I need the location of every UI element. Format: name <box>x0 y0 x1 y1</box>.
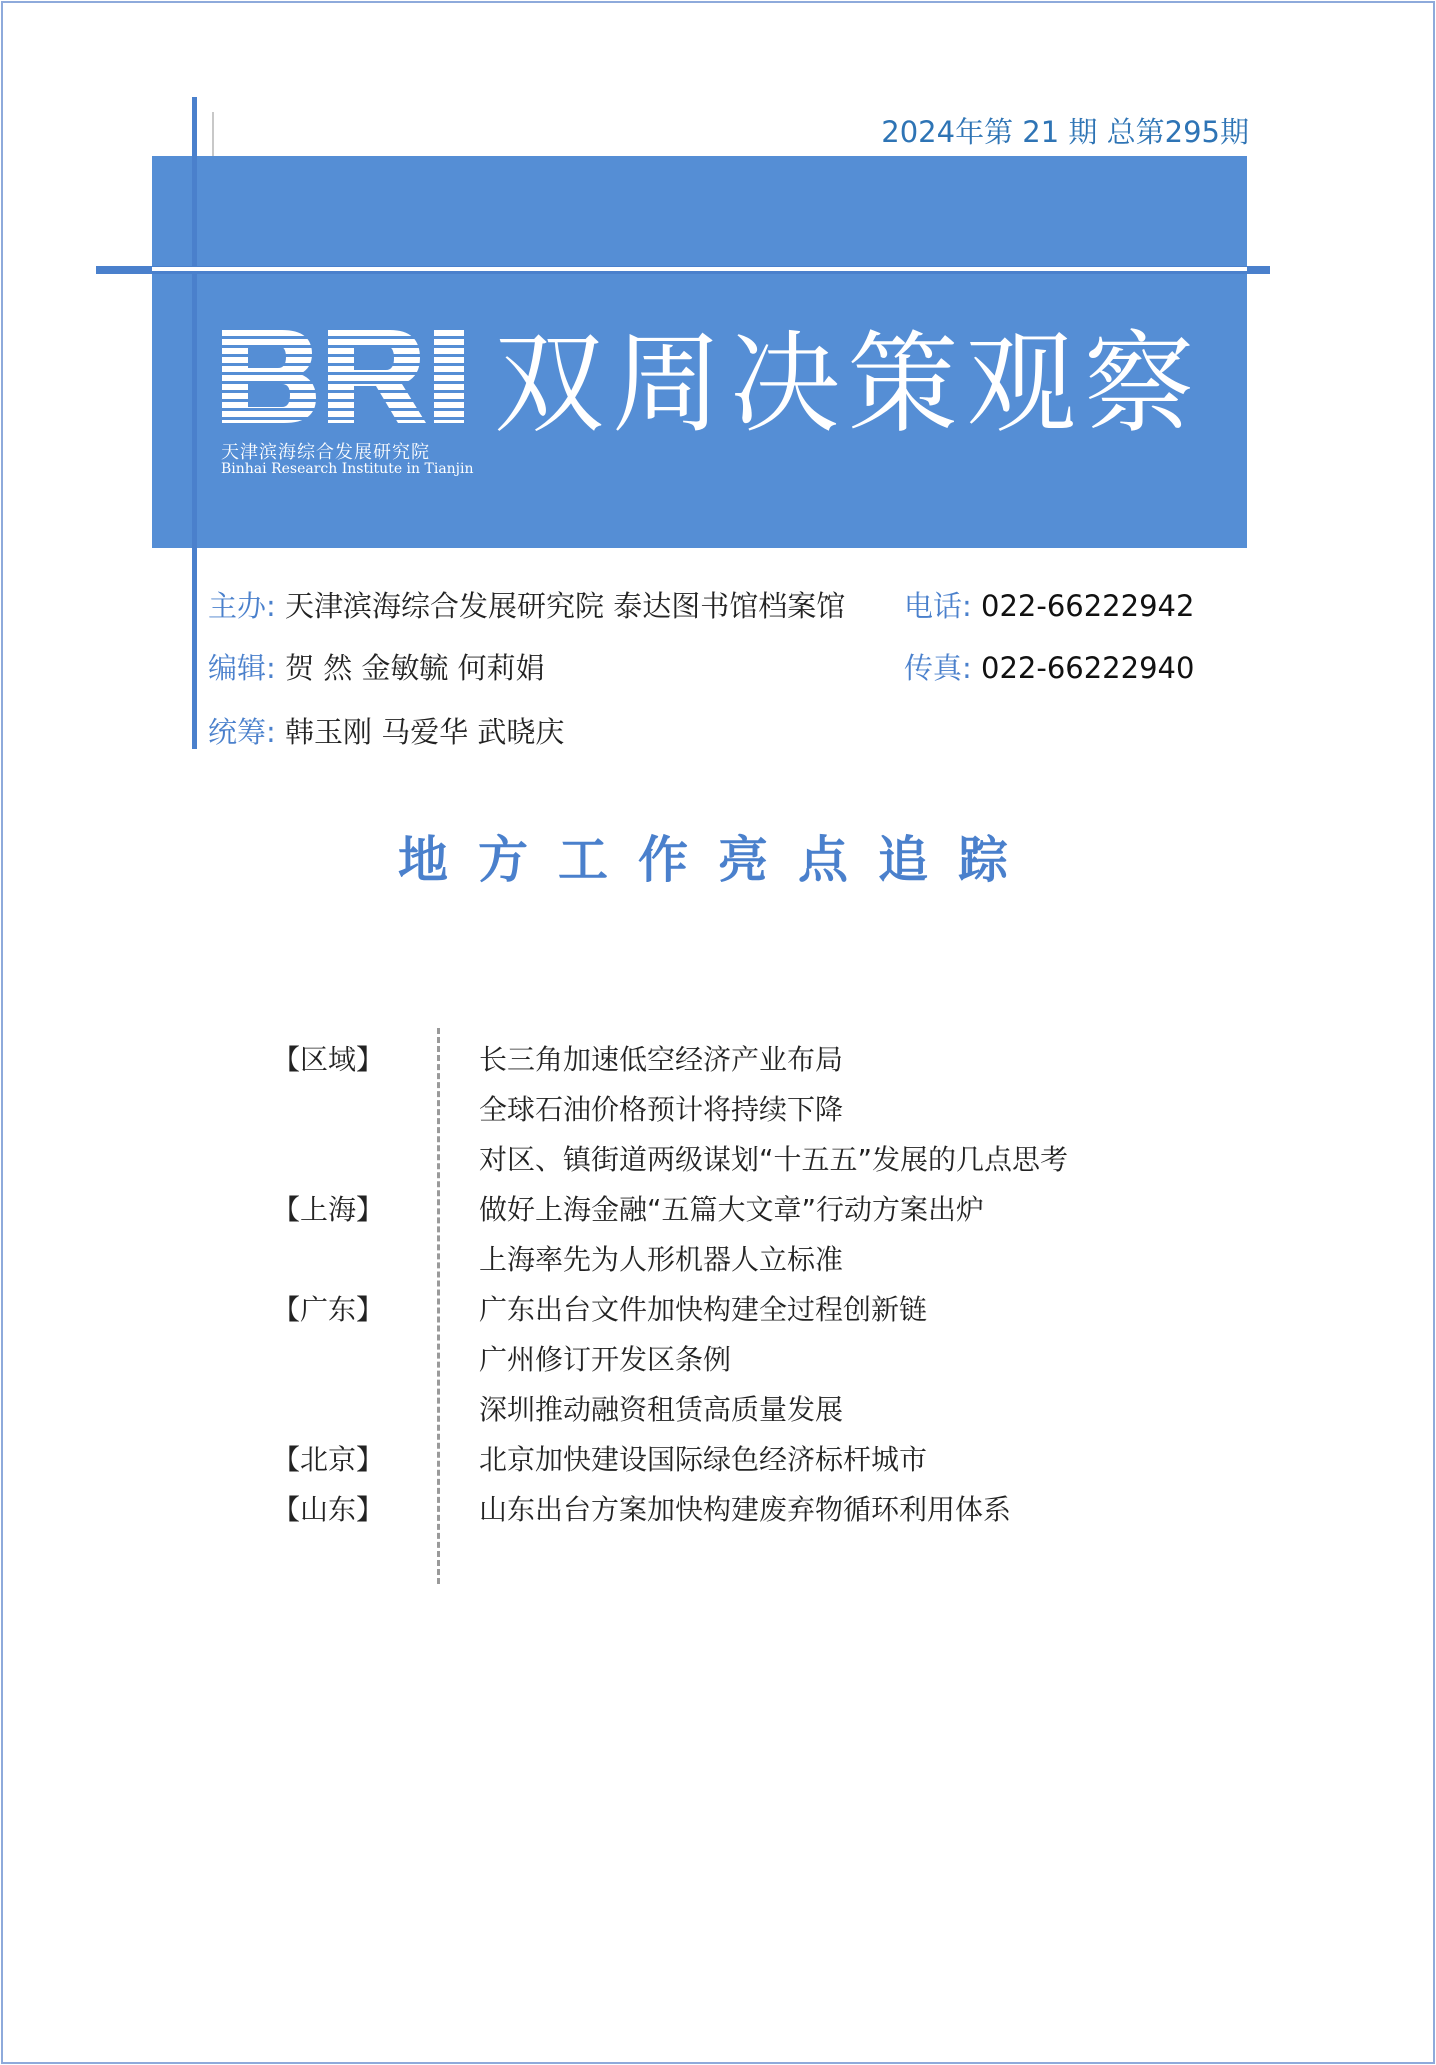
issue-number: 2024年第 21 期 总第295期 <box>881 115 1249 149</box>
toc-category-shandong: 【山东】 <box>272 1493 385 1526</box>
toc-item[interactable]: 广州修订开发区条例 <box>479 1343 732 1376</box>
host-label: 主办: <box>208 589 276 623</box>
toc-item[interactable]: 北京加快建设国际绿色经济标杆城市 <box>479 1443 928 1476</box>
logo-english-name: Binhai Research Institute in Tianjin <box>221 461 474 477</box>
fax-value: 022-66222940 <box>981 651 1195 685</box>
editors-value: 贺 然 金敏毓 何莉娟 <box>285 651 545 685</box>
toc-category-guangdong: 【广东】 <box>272 1293 385 1326</box>
decorative-vertical-line <box>192 97 197 749</box>
coordinators-value: 韩玉刚 马爱华 武晓庆 <box>285 715 565 749</box>
toc-category-region: 【区域】 <box>272 1043 385 1076</box>
toc-item[interactable]: 山东出台方案加快构建废弃物循环利用体系 <box>479 1493 1012 1526</box>
publication-title: 双周决策观察 <box>494 320 1202 448</box>
info-host-row <box>208 584 845 625</box>
info-editors-row <box>208 646 545 687</box>
phone-value: 022-66222942 <box>981 589 1195 623</box>
info-coordinators-row <box>208 710 564 751</box>
coordinators-label: 统筹: <box>208 715 276 749</box>
info-fax-row <box>904 646 1194 687</box>
fax-label: 传真: <box>904 651 972 685</box>
logo-chinese-name: 天津滨海综合发展研究院 <box>221 442 430 463</box>
info-phone-row <box>904 584 1194 625</box>
decorative-thin-line <box>212 112 214 156</box>
toc-item[interactable]: 对区、镇街道两级谋划“十五五”发展的几点思考 <box>479 1143 1069 1176</box>
toc-category-beijing: 【北京】 <box>272 1443 385 1476</box>
toc-item[interactable]: 全球石油价格预计将持续下降 <box>479 1093 844 1126</box>
toc-item[interactable]: 广东出台文件加快构建全过程创新链 <box>479 1293 928 1326</box>
host-value: 天津滨海综合发展研究院 泰达图书馆档案馆 <box>285 589 846 623</box>
toc-item[interactable]: 长三角加速低空经济产业布局 <box>479 1043 844 1076</box>
toc-category-shanghai: 【上海】 <box>272 1193 385 1226</box>
decorative-white-line <box>152 267 1247 271</box>
section-title: 地方工作亮点追踪 <box>398 830 1038 889</box>
toc-item[interactable]: 上海率先为人形机器人立标准 <box>479 1243 844 1276</box>
toc-item[interactable]: 深圳推动融资租赁高质量发展 <box>479 1393 844 1426</box>
phone-label: 电话: <box>904 589 972 623</box>
editors-label: 编辑: <box>208 651 276 685</box>
toc-divider <box>437 1028 440 1584</box>
toc-item[interactable]: 做好上海金融“五篇大文章”行动方案出炉 <box>479 1193 985 1226</box>
